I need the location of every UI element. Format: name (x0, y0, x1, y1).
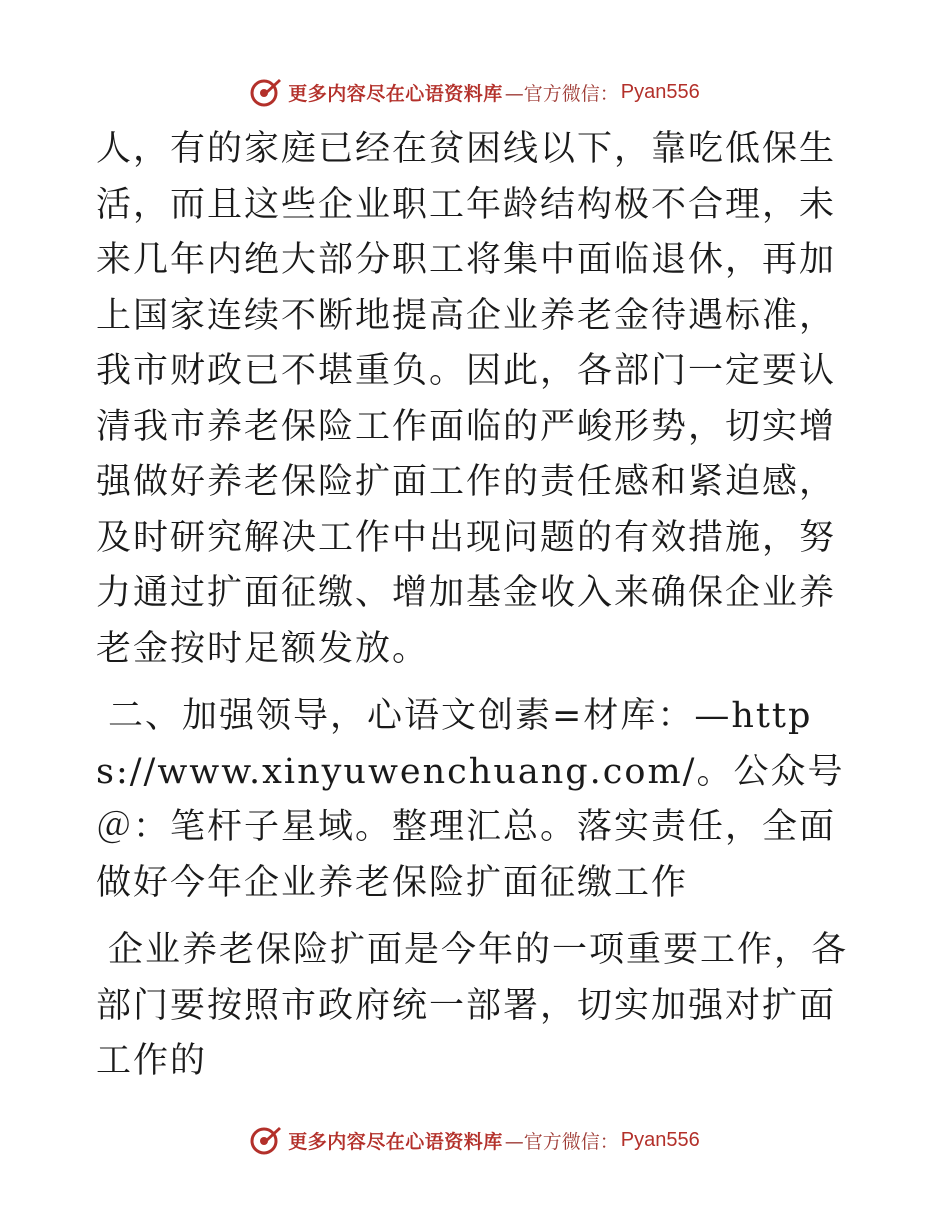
header-wechat-id: Pyan556 (620, 80, 700, 103)
pen-circle-logo-icon (250, 1124, 282, 1156)
footer-official-label: —官方微信： (504, 1130, 619, 1153)
paragraph-3: 企业养老保险扩面是今年的一项重要工作，各部门要按照市政府统一部署，切实加强对扩面工作的 (96, 930, 849, 1081)
document-body (96, 122, 848, 1090)
header-official-label: —官方微信： (504, 82, 619, 105)
paragraph-2-heading: 二、加强领导，心语文创素=材库：—https://www.xinyuwenchuang.com/。公众号＠：笔杆子星域。整理汇总。落实责任，全面做好今年企业养老保险扩面征缴工作 (96, 696, 845, 903)
footer-wechat-id: Pyan556 (620, 1128, 700, 1151)
header-brand-text: 更多内容尽在心语资料库 (288, 82, 503, 105)
pen-circle-logo-icon (250, 76, 282, 108)
footer-brand-text: 更多内容尽在心语资料库 (288, 1130, 503, 1153)
header-banner (0, 72, 950, 112)
paragraph-1: 人，有的家庭已经在贫困线以下，靠吃低保生活，而且这些企业职工年龄结构极不合理，未来几年内绝大部分职工将集中面临退休，再加上国家连续不断地提高企业养老金待遇标准，我市财政已不堪重负。因此，各部门一定要认清我市养老保险工作面临的严峻形势，切实增强做好养老保险扩面工作的责任感和紧迫感，及时研究解决工作中出现问题的有效措施，努力通过扩面征缴、增加基金收入来确保企业养老金按时足额发放。 (96, 129, 837, 669)
footer-banner (0, 1120, 950, 1160)
